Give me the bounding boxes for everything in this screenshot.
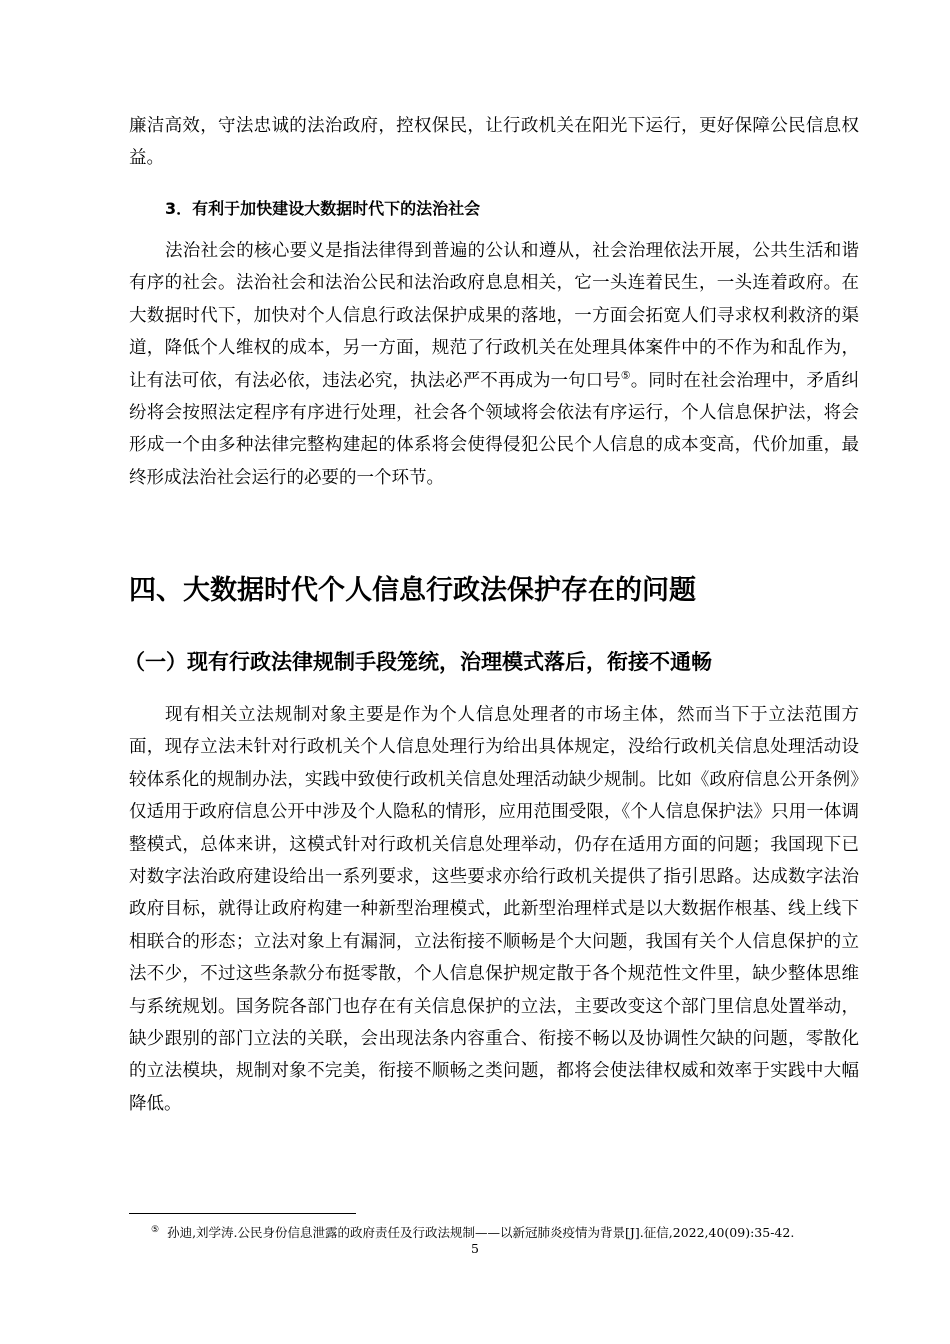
footnote-text: 孙迪,刘学涛.公民身份信息泄露的政府责任及行政法规制——以新冠肺炎疫情为背景[J].征信,2022,40(09):35-42. bbox=[167, 1225, 795, 1240]
section-heading: 四、大数据时代个人信息行政法保护存在的问题 bbox=[129, 575, 696, 606]
main-paragraph: 现有相关立法规制对象主要是作为个人信息处理者的市场主体，然而当下于立法范围方面，现存立法未针对行政机关个人信息处理行为给出具体规定，没给行政机关信息处理活动设较体系化的规制办法，实践中致使行政机关信息处理活动缺少规制。比如《政府信息公开条例》仅适用于政府信息公开中涉及个人隐私的情形，应用范围受限，《个人信息保护法》只用一体调整模式，总体来讲，这模式针对行政机关信息处理举动，仍存在适用方面的问题；我国现下已对数字法治政府建设给出一系列要求，这些要求亦给行政机关提供了指引思路。达成数字法治政府目标，就得让政府构建一种新型治理模式，此新型治理样式是以大数据作根基、线上线下相联合的形态；立法对象上有漏洞，立法衔接不顺畅是个大问题，我国有关个人信息保护的立法不少，不过这些条款分布挺零散，个人信息保护规定散于各个规范性文件里，缺少整体思维与系统规划。国务院各部门也存在有关信息保护的立法，主要改变这个部门里信息处置举动，缺少跟别的部门立法的关联，会出现法条内容重合、衔接不畅以及协调性欠缺的问题，零散化的立法模块，规制对象不完美，衔接不顺畅之类问题，都将会使法律权威和效率于实践中大幅降低。 bbox=[129, 705, 859, 1114]
subsection-heading: （一）现有行政法律规制手段笼统，治理模式落后，衔接不通畅 bbox=[124, 650, 712, 674]
paragraph-text-part2: 。同时在社会治理中，矛盾纠纷将会按照法定程序有序进行处理，社会各个领域将会依法有序运行，个人信息保护法，将会形成一个由多种法律完整构建起的体系将会使得侵犯公民个人信息的成本变高，代价加重，最终形成法治社会运行的必要的一个环节。 bbox=[129, 370, 860, 488]
paragraph-text-part1: 法治社会的核心要义是指法律得到普遍的公认和遵从，社会治理依法开展，公共生活和谐有序的社会。法治社会和法治公民和法治政府息息相关，它一头连着民生，一头连着政府。在大数据时代下，加快对个人信息行政法保护成果的落地，一方面会拓宽人们寻求权利救济的渠道，降低个人维权的成本，另一方面，规范了行政机关在处理具体案件中的不作为和乱作为，让有法可依，有法必依，违法必究，执法必严不再成为一句口号 bbox=[129, 241, 859, 391]
footnote-marker: ⑤ bbox=[151, 1224, 160, 1235]
footnote-reference-5[interactable]: ⑤ bbox=[620, 368, 631, 382]
footnote-separator bbox=[129, 1213, 356, 1214]
continuation-paragraph: 廉洁高效，守法忠诚的法治政府，控权保民，让行政机关在阳光下运行，更好保障公民信息权益。 bbox=[129, 116, 859, 169]
subsection-3-paragraph bbox=[129, 235, 859, 494]
page-number: 5 bbox=[471, 1241, 479, 1256]
subsection-3-heading: 3．有利于加快建设大数据时代下的法治社会 bbox=[165, 199, 481, 218]
